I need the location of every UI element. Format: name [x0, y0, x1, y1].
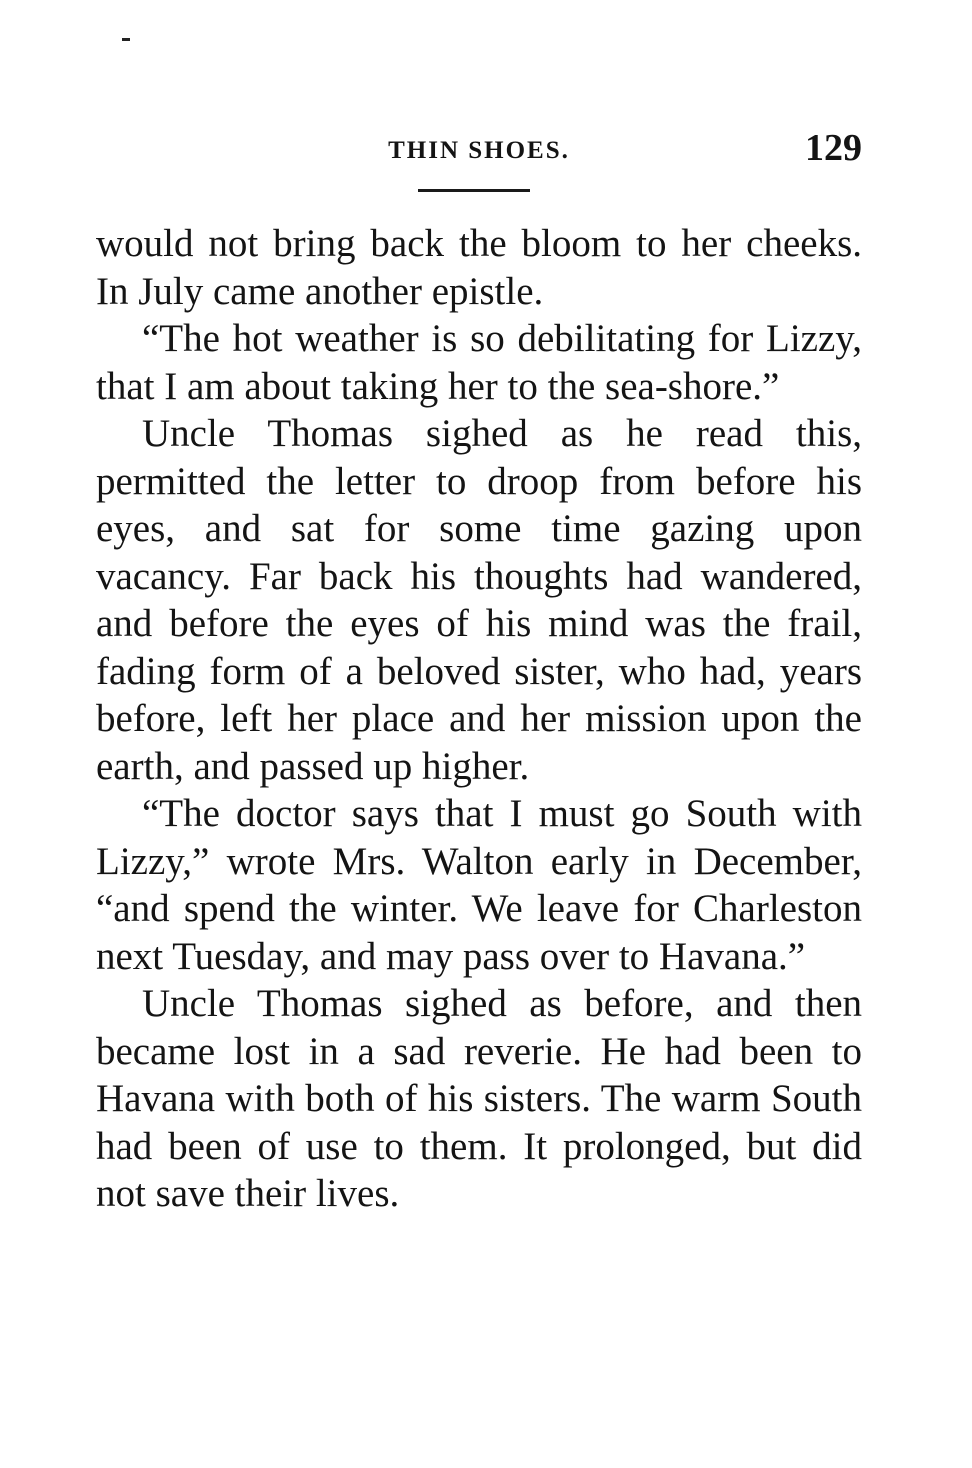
- header-rule: [418, 189, 530, 192]
- running-head: [96, 128, 862, 172]
- body-text: [96, 220, 862, 1218]
- page-number: 129: [805, 127, 862, 169]
- paragraph: Uncle Thomas sighed as he read this, permitted the letter to droop from before his eyes, and sat for some time gazing upon vacancy. Far back his thoughts had wandered, and before the eyes of his mind was the frail, fading form of a beloved sister, who had, years before, left her place and her mission upon the earth, and passed up higher.: [96, 412, 862, 788]
- running-title: THIN SHOES.: [388, 137, 570, 164]
- paragraph: Uncle Thomas sighed as before, and then became lost in a sad reverie. He had been to Havana with both of his sisters. The warm South had been of use to them. It prolonged, but did not save their lives.: [96, 982, 862, 1215]
- paragraph: “The doctor says that I must go South with Lizzy,” wrote Mrs. Walton early in December, “and spend the winter. We leave for Charleston next Tuesday, and may pass over to Havana.”: [96, 792, 862, 978]
- paragraph: would not bring back the bloom to her cheeks. In July came another epistle.: [96, 222, 862, 313]
- paragraph: “The hot weather is so debilitating for Lizzy, that I am about taking her to the sea-shore.”: [96, 317, 862, 408]
- scan-mark: [122, 38, 130, 41]
